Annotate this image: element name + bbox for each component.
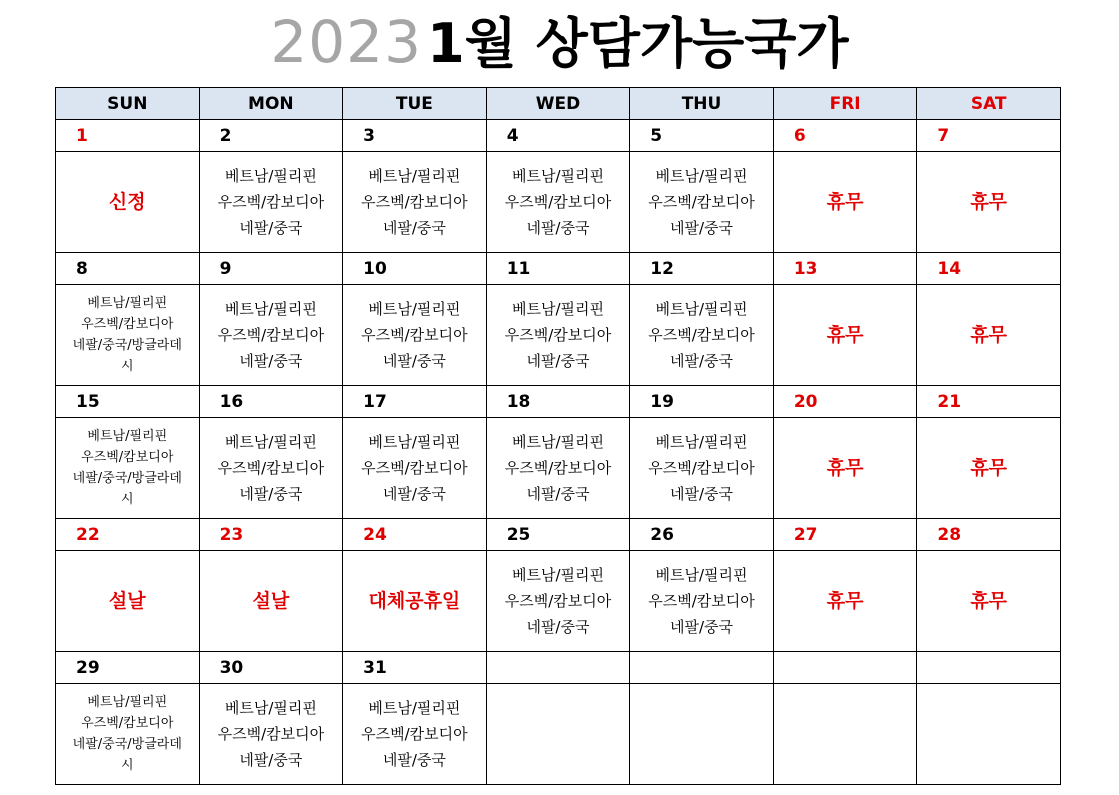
country-line: 우즈벡/캄보디아 <box>217 326 325 344</box>
country-line: 우즈벡/캄보디아 <box>648 459 755 477</box>
country-line: 베트남/필리핀 <box>87 296 168 311</box>
title-year: 2023 <box>270 8 422 76</box>
content-row <box>56 152 1061 253</box>
country-line: 우즈벡/캄보디아 <box>217 193 325 211</box>
weekday-tue: TUE <box>343 88 487 120</box>
day-cell <box>630 418 774 519</box>
country-line: 네팔/중국 <box>526 352 590 370</box>
day-cell <box>917 551 1061 652</box>
date-number: 10 <box>343 253 487 285</box>
holiday-label: 설날 <box>252 590 290 612</box>
day-cell <box>630 152 774 253</box>
day-cell <box>56 152 200 253</box>
date-number: 30 <box>199 652 343 684</box>
content-row <box>56 418 1061 519</box>
holiday-label: 휴무 <box>826 457 864 479</box>
country-line: 시 <box>121 359 134 374</box>
date-number <box>486 652 630 684</box>
country-line: 네팔/중국 <box>526 219 590 237</box>
holiday-label: 휴무 <box>826 590 864 612</box>
day-cell <box>917 684 1061 785</box>
weekday-sun: SUN <box>56 88 200 120</box>
date-number: 15 <box>56 386 200 418</box>
date-number: 9 <box>199 253 343 285</box>
country-line: 네팔/중국 <box>239 485 303 503</box>
country-line: 베트남/필리핀 <box>655 167 748 185</box>
country-line: 시 <box>121 492 134 507</box>
country-line: 네팔/중국 <box>670 485 734 503</box>
country-line: 베트남/필리핀 <box>368 167 461 185</box>
day-cell <box>486 285 630 386</box>
day-cell <box>917 152 1061 253</box>
day-cell <box>199 684 343 785</box>
day-cell <box>773 285 917 386</box>
date-number: 5 <box>630 120 774 152</box>
country-line: 우즈벡/캄보디아 <box>648 592 755 610</box>
country-line: 네팔/중국 <box>239 751 303 769</box>
day-cell <box>199 285 343 386</box>
country-line: 우즈벡/캄보디아 <box>361 326 468 344</box>
date-number: 27 <box>773 519 917 551</box>
holiday-label: 휴무 <box>826 191 864 213</box>
day-cell <box>630 551 774 652</box>
country-line: 베트남/필리핀 <box>655 433 748 451</box>
day-cell <box>917 418 1061 519</box>
day-cell <box>773 152 917 253</box>
date-row <box>56 253 1061 285</box>
day-cell <box>773 684 917 785</box>
date-row <box>56 652 1061 684</box>
country-line: 우즈벡/캄보디아 <box>361 459 468 477</box>
day-cell <box>56 285 200 386</box>
day-cell <box>343 418 487 519</box>
date-number: 1 <box>56 120 200 152</box>
date-number: 7 <box>917 120 1061 152</box>
content-row <box>56 551 1061 652</box>
date-number: 6 <box>773 120 917 152</box>
country-line: 베트남/필리핀 <box>511 167 604 185</box>
day-cell <box>486 152 630 253</box>
country-line: 베트남/필리핀 <box>224 167 317 185</box>
date-row <box>56 519 1061 551</box>
country-line: 네팔/중국 <box>239 352 303 370</box>
day-cell <box>199 418 343 519</box>
day-cell <box>56 684 200 785</box>
country-line: 네팔/중국 <box>239 219 303 237</box>
date-number: 14 <box>917 253 1061 285</box>
date-number: 4 <box>486 120 630 152</box>
day-cell <box>486 684 630 785</box>
day-cell <box>199 551 343 652</box>
day-cell <box>630 684 774 785</box>
calendar-table <box>55 87 1061 785</box>
day-cell <box>343 684 487 785</box>
country-line: 우즈벡/캄보디아 <box>217 459 325 477</box>
date-number: 17 <box>343 386 487 418</box>
country-line: 베트남/필리핀 <box>511 433 604 451</box>
country-line: 네팔/중국 <box>382 485 446 503</box>
date-number: 13 <box>773 253 917 285</box>
date-number: 29 <box>56 652 200 684</box>
country-line: 우즈벡/캄보디아 <box>361 725 468 743</box>
date-number: 21 <box>917 386 1061 418</box>
date-number: 26 <box>630 519 774 551</box>
country-line: 네팔/중국 <box>382 352 446 370</box>
country-line: 우즈벡/캄보디아 <box>81 317 174 332</box>
country-line: 네팔/중국/방글라데 <box>72 737 182 752</box>
weekday-mon: MON <box>199 88 343 120</box>
country-line: 베트남/필리핀 <box>655 300 748 318</box>
date-number: 24 <box>343 519 487 551</box>
date-number: 22 <box>56 519 200 551</box>
date-number: 19 <box>630 386 774 418</box>
day-cell <box>917 285 1061 386</box>
date-number: 12 <box>630 253 774 285</box>
day-cell <box>630 285 774 386</box>
weekday-sat: SAT <box>917 88 1061 120</box>
date-number: 3 <box>343 120 487 152</box>
day-cell <box>56 418 200 519</box>
country-line: 네팔/중국 <box>526 485 590 503</box>
day-cell <box>343 551 487 652</box>
title-main: 1월 상담가능국가 <box>427 12 849 75</box>
country-line: 베트남/필리핀 <box>368 699 461 717</box>
country-line: 우즈벡/캄보디아 <box>504 326 612 344</box>
date-number: 18 <box>486 386 630 418</box>
country-line: 베트남/필리핀 <box>511 566 604 584</box>
country-line: 우즈벡/캄보디아 <box>504 459 612 477</box>
country-line: 우즈벡/캄보디아 <box>648 193 755 211</box>
holiday-label: 신정 <box>108 191 146 213</box>
date-number: 20 <box>773 386 917 418</box>
holiday-label: 휴무 <box>970 457 1008 479</box>
date-number <box>773 652 917 684</box>
day-cell <box>343 285 487 386</box>
holiday-label: 휴무 <box>826 324 864 346</box>
country-line: 베트남/필리핀 <box>224 300 317 318</box>
country-line: 베트남/필리핀 <box>87 695 168 710</box>
country-line: 베트남/필리핀 <box>368 300 461 318</box>
day-cell <box>773 418 917 519</box>
country-line: 우즈벡/캄보디아 <box>81 716 174 731</box>
content-row <box>56 684 1061 785</box>
country-line: 우즈벡/캄보디아 <box>648 326 755 344</box>
date-number: 31 <box>343 652 487 684</box>
day-cell <box>56 551 200 652</box>
day-cell <box>199 152 343 253</box>
country-line: 네팔/중국 <box>526 618 590 636</box>
country-line: 베트남/필리핀 <box>368 433 461 451</box>
country-line: 베트남/필리핀 <box>224 433 317 451</box>
date-number: 11 <box>486 253 630 285</box>
weekday-header-row <box>56 88 1061 120</box>
date-number: 8 <box>56 253 200 285</box>
country-line: 네팔/중국 <box>382 751 446 769</box>
date-number: 28 <box>917 519 1061 551</box>
holiday-label: 휴무 <box>970 324 1008 346</box>
country-line: 우즈벡/캄보디아 <box>361 193 468 211</box>
day-cell <box>773 551 917 652</box>
date-number: 25 <box>486 519 630 551</box>
date-number: 16 <box>199 386 343 418</box>
holiday-label: 휴무 <box>970 590 1008 612</box>
country-line: 네팔/중국/방글라데 <box>72 471 182 486</box>
country-line: 네팔/중국 <box>382 219 446 237</box>
country-line: 네팔/중국 <box>670 219 734 237</box>
country-line: 베트남/필리핀 <box>655 566 748 584</box>
date-number <box>917 652 1061 684</box>
day-cell <box>486 418 630 519</box>
date-number <box>630 652 774 684</box>
date-number: 2 <box>199 120 343 152</box>
holiday-label: 설날 <box>108 590 146 612</box>
country-line: 우즈벡/캄보디아 <box>217 725 325 743</box>
content-row <box>56 285 1061 386</box>
day-cell <box>343 152 487 253</box>
country-line: 우즈벡/캄보디아 <box>81 450 174 465</box>
holiday-label: 휴무 <box>970 191 1008 213</box>
country-line: 네팔/중국/방글라데 <box>72 338 182 353</box>
weekday-thu: THU <box>630 88 774 120</box>
weekday-wed: WED <box>486 88 630 120</box>
day-cell <box>486 551 630 652</box>
country-line: 네팔/중국 <box>670 618 734 636</box>
country-line: 시 <box>121 758 134 773</box>
weekday-fri: FRI <box>773 88 917 120</box>
date-row <box>56 120 1061 152</box>
country-line: 우즈벡/캄보디아 <box>504 592 612 610</box>
country-line: 네팔/중국 <box>670 352 734 370</box>
country-line: 베트남/필리핀 <box>511 300 604 318</box>
date-number: 23 <box>199 519 343 551</box>
page-title <box>0 6 1119 78</box>
holiday-label: 대체공휴일 <box>368 590 461 612</box>
country-line: 우즈벡/캄보디아 <box>504 193 612 211</box>
country-line: 베트남/필리핀 <box>224 699 317 717</box>
date-row <box>56 386 1061 418</box>
country-line: 베트남/필리핀 <box>87 429 168 444</box>
